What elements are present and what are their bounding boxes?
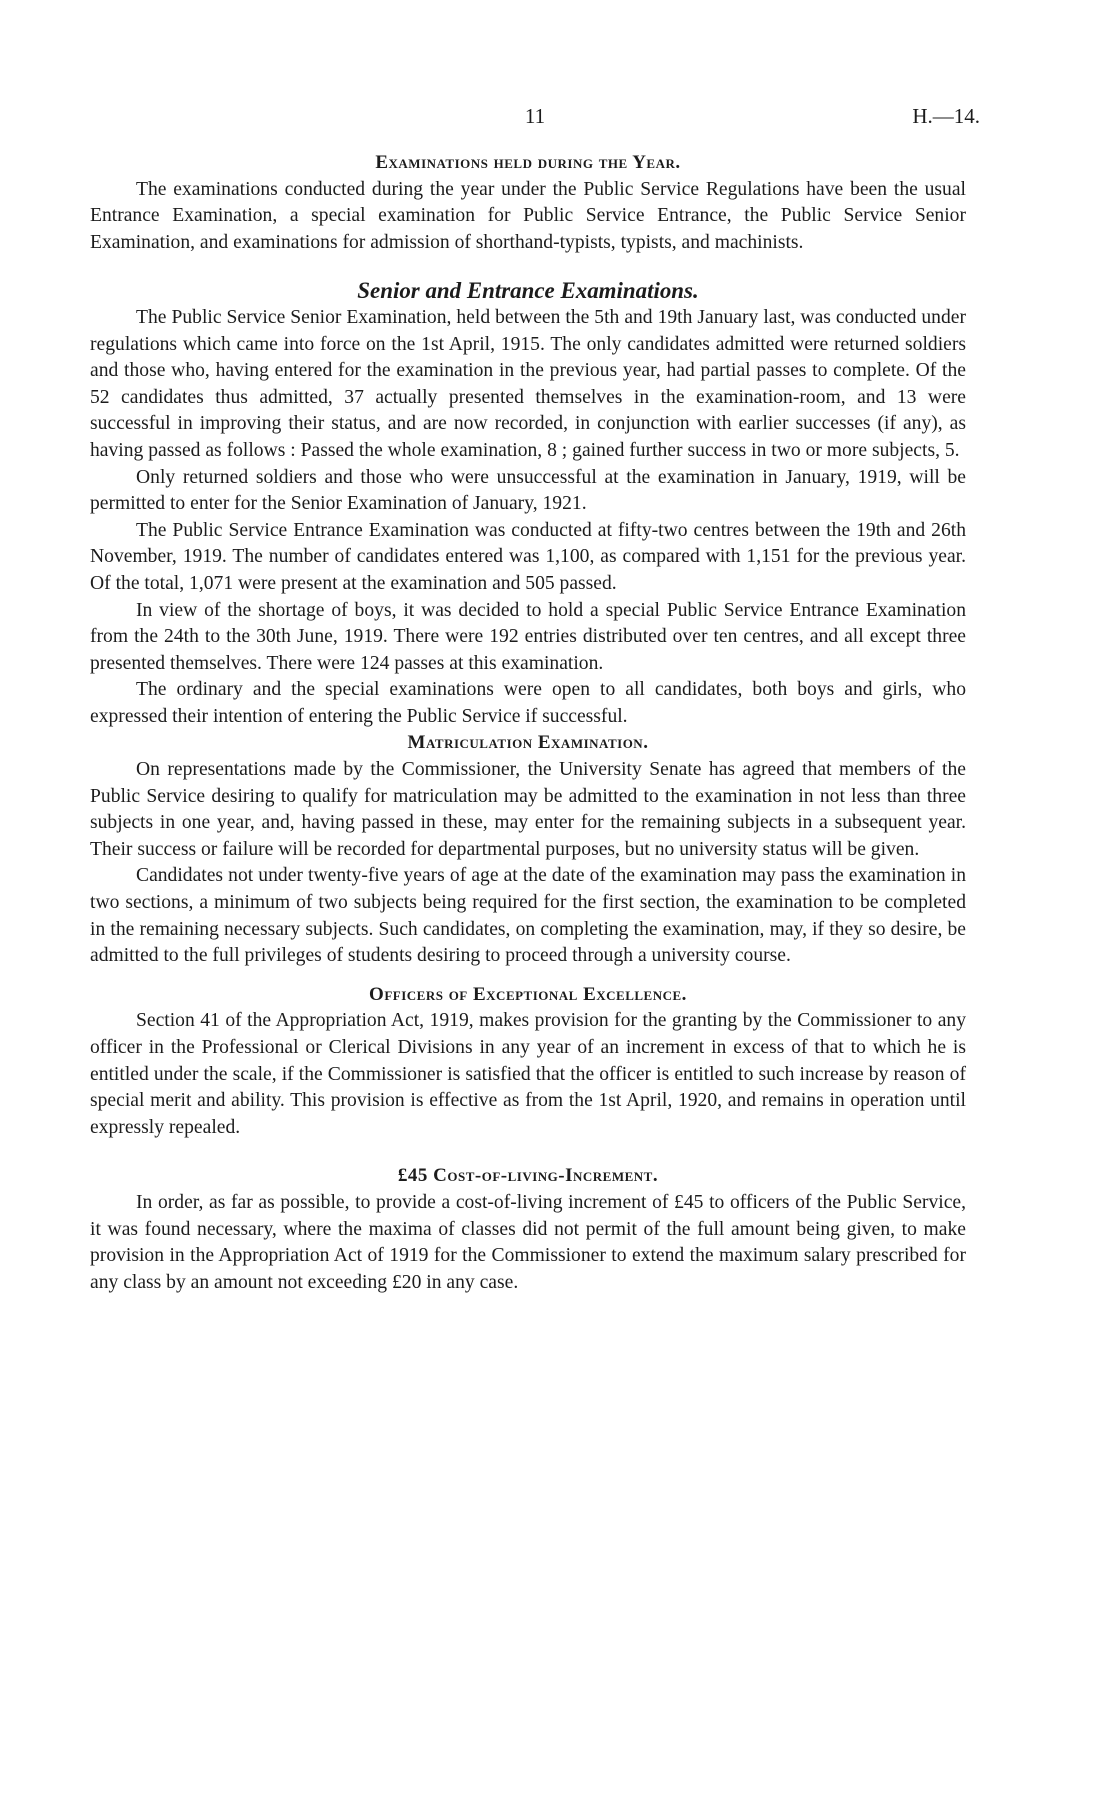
section-heading-examinations: Examinations held during the Year.	[375, 152, 681, 173]
paragraph: The Public Service Senior Examination, held between the 5th and 19th January last, was conducted under regulations which came into force on the 1st April, 1915. The only candidates admitted were returned soldiers and those who, having entered for the examination in the previous year, had partial passes to complete. Of the 52 candidates thus admitted, 37 actually presented themselves in the examination-room, and 13 were successful in improving their status, and are now recorded, in conjunction with earlier successes (if any), as having passed as follows : Passed the whole examination, 8 ; gained further success in two or more subjects, 5.	[90, 306, 966, 461]
page-header	[90, 104, 980, 134]
paragraph: In order, as far as possible, to provide a cost-of-living increment of £45 to officers of the Public Service, it was found necessary, where the maxima of classes did not permit of the full amount being given, to make provision in the Appropriation Act of 1919 for the Commissioner to extend the maximum salary prescribed for any class by an amount not exceeding £20 in any case.	[90, 1191, 966, 1293]
page-number: 11	[524, 104, 546, 128]
document-body	[90, 150, 966, 1296]
document-reference: H.—14.	[912, 104, 980, 128]
paragraph: The Public Service Entrance Examination was conducted at fifty-two centres between the 19th and 26th November, 1919. The number of candidates entered was 1,100, as compared with 1,151 for the previous year. Of the total, 1,071 were present at the examination and 505 passed.	[90, 519, 966, 594]
section-heading-cost-of-living: £45 Cost-of-living-Increment.	[397, 1165, 659, 1187]
paragraph: In view of the shortage of boys, it was decided to hold a special Public Service Entrance Examination from the 24th to the 30th June, 1919. There were 192 entries distributed over ten centres, and all except three presented themselves. There were 124 passes at this examination.	[90, 599, 966, 674]
paragraph: On representations made by the Commissioner, the University Senate has agreed that members of the Public Service desiring to qualify for matriculation may be admitted to the examination in not less than three subjects in one year, and, having passed in these, may enter for the remaining subjects in a subsequent year. Their success or failure will be recorded for departmental purposes, but no university status will be given.	[90, 759, 966, 860]
paragraph: Section 41 of the Appropriation Act, 1919, makes provision for the granting by the Commissioner to any officer in the Professional or Clerical Divisions in any year of an increment in excess of that to which he is entitled under the scale, if the Commissioner is satisfied that the officer is entitled to such increase by reason of special merit and ability. This provision is effective as from the 1st April, 1920, and remains in operation until expressly repealed.	[90, 1010, 966, 1138]
sub-heading-senior-entrance: Senior and Entrance Examinations.	[357, 278, 699, 304]
paragraph: The examinations conducted during the year under the Public Service Regulations have been the usual Entrance Examination, a special examination for Public Service Entrance, the Public Service Senior Examination, and examinations for admission of shorthand-typists, typists, and machinists.	[90, 178, 966, 253]
section-heading-matriculation: Matriculation Examination.	[407, 732, 649, 754]
paragraph: Candidates not under twenty-five years of age at the date of the examination may pass the examination in two sections, a minimum of two subjects being required for the first section, the examination to be completed in the remaining necessary subjects. Such candidates, on completing the examination, may, if they so desire, be admitted to the full privileges of students desiring to proceed through a university course.	[90, 865, 966, 967]
paragraph: The ordinary and the special examinations were open to all candidates, both boys and girls, who expressed their intention of entering the Public Service if successful.	[90, 679, 966, 727]
paragraph: Only returned soldiers and those who were unsuccessful at the examination in January, 1919, will be permitted to enter for the Senior Examination of January, 1921.	[90, 466, 966, 515]
section-heading-exceptional-excellence: Officers of Exceptional Excellence.	[369, 983, 687, 1005]
